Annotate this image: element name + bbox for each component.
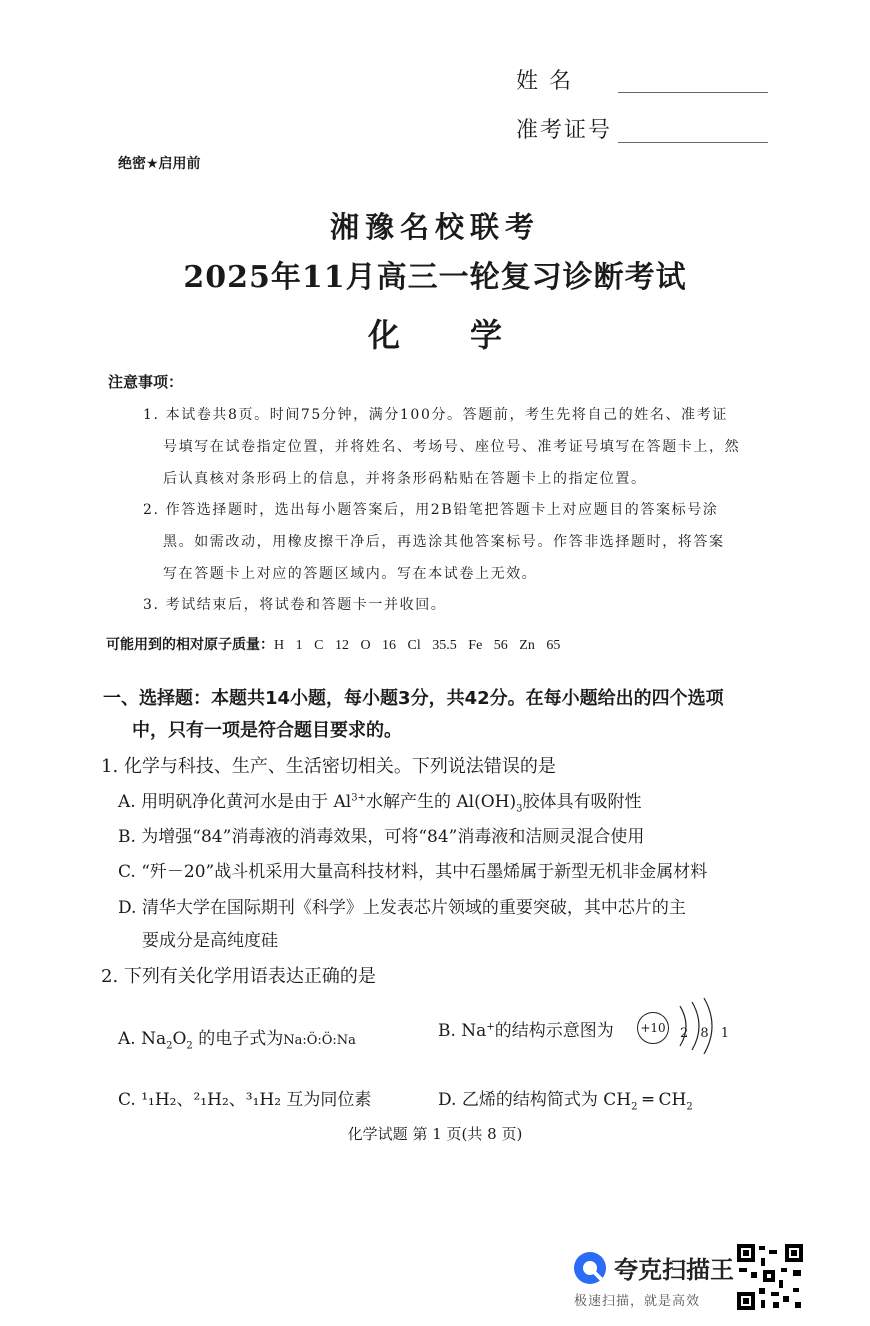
option-text: ═ CH [637,1090,687,1110]
brand-slogan: 极速扫描，就是高效 [574,1294,701,1309]
subscript: 2 [631,1101,638,1113]
exam-organizer-title: 湘豫名校联考 [329,210,540,244]
question-1-stem: 1. 化学与科技、生产、生活密切相关。下列说法错误的是 [101,756,556,777]
qr-code [737,1244,803,1310]
section-heading: 一、选择题：本题共14小题，每小题3分，共42分。在每小题给出的四个选项 [103,688,724,709]
option-text: O [172,1029,187,1049]
nucleus-circle: +10 [637,1012,669,1044]
atomic-masses-label: 可能用到的相对原子质量： [106,637,274,653]
superscript: + [486,1021,495,1033]
question-1-option-a [118,787,641,814]
superscript: 3+ [351,792,366,804]
atomic-masses-values: H 1 C 12 O 16 Cl 35.5 Fe 56 Zn 65 [274,638,561,653]
scanner-logo-icon [572,1250,608,1286]
brand-name: 夸克扫描王 [614,1256,734,1284]
subscript: 2 [186,1040,193,1052]
question-1-option-d-cont: 要成分是高纯度硅 [142,931,278,951]
question-2-option-c [118,1085,371,1110]
question-2-stem: 2. 下列有关化学用语表达正确的是 [101,966,376,987]
note-line: 1. 本试卷共8页。时间75分钟，满分100分。答题前，考生先将自己的姓名、准考证 [143,407,728,423]
note-line: 3. 考试结束后，将试卷和答题卡一并收回。 [143,597,447,613]
confidential-mark: 绝密★启用前 [118,156,201,172]
option-text: C. [118,1090,142,1110]
name-underline [618,92,768,93]
question-2-option-a [118,1024,356,1051]
name-label: 姓 名 [516,69,573,94]
electron-shell-counts: 2 8 1 [680,1026,734,1041]
exam-id-underline [618,142,768,143]
question-2-option-d [438,1085,693,1112]
exam-id-label: 准考证号 [516,118,613,143]
option-text: A. Na [118,1029,167,1049]
note-line: 后认真核对条形码上的信息，并将条形码粘贴在答题卡上的指定位置。 [163,471,647,487]
atom-structure-diagram [637,1012,669,1044]
option-text: 互为同位素 [281,1090,372,1110]
note-line: 黑。如需改动，用橡皮擦干净后，再选涂其他答案标号。作答非选择题时，将答案 [163,534,725,550]
subject-char-2: 学 [470,316,503,354]
page-footer: 化学试题 第 1 页(共 8 页) [347,1125,523,1143]
question-1-option-d: D. 清华大学在国际期刊《科学》上发表芯片领域的重要突破，其中芯片的主 [118,898,686,918]
isotope-formulas: ¹₁H₂、²₁H₂、³₁H₂ [141,1090,282,1110]
section-heading-cont: 中，只有一项是符合题目要求的。 [132,720,402,741]
note-line: 号填写在试卷指定位置，并将姓名、考场号、座位号、准考证号填写在答题卡上，然 [163,439,741,455]
option-text: A. 用明矾净化黄河水是由于 Al [118,792,352,812]
subject-title [0,310,870,356]
option-text: D. 乙烯的结构简式为 CH [438,1090,632,1110]
subscript: 2 [166,1040,173,1052]
option-text: 的电子式为 [192,1029,284,1049]
note-line: 写在答题卡上对应的答题区域内。写在本试卷上无效。 [163,566,538,582]
option-text: 水解产生的 Al(OH) [365,792,517,812]
option-text: 胶体具有吸附性 [522,792,642,812]
subject-char-1: 化 [367,316,400,354]
note-line: 2. 作答选择题时，选出每小题答案后，用2B铅笔把答题卡上对应题目的答案标号涂 [143,502,719,518]
notes-heading: 注意事项： [108,373,184,391]
question-1-option-b: B. 为增强“84”消毒液的消毒效果，可将“84”消毒液和洁厕灵混合使用 [118,827,645,847]
question-1-option-c: C. “歼－20”战斗机采用大量高科技材料，其中石墨烯属于新型无机非金属材料 [118,862,708,882]
subscript: 2 [686,1101,693,1113]
exam-name-title: 2025年11月高三一轮复习诊断考试 [183,260,687,295]
option-text: B. Na [438,1021,487,1041]
electron-formula: Na:Ö:Ö:Na [283,1033,356,1048]
option-text: 的结构示意图为 [494,1021,614,1041]
subscript: 3 [516,803,523,815]
question-2-option-b [438,1016,614,1041]
atomic-masses [106,634,560,654]
